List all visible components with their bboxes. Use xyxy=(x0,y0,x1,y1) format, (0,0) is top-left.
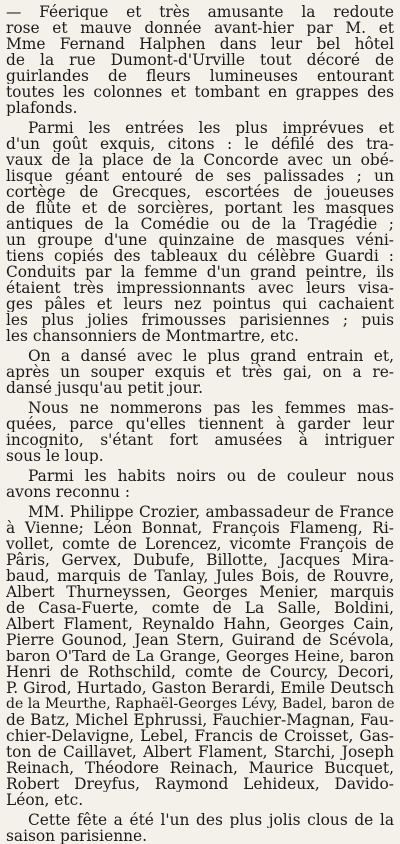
text-line: lisque géant entouré de ses palissades ; un xyxy=(6,168,394,184)
text-line: plafonds. xyxy=(6,100,78,116)
text-line: toutes les colonnes et tombant en grappes des xyxy=(6,84,394,100)
paragraph-conclusion xyxy=(6,812,394,844)
text-line: incognito, s'étant fort amusées à intriguer xyxy=(6,432,394,448)
text-line: avons reconnu : xyxy=(6,484,131,500)
paragraph-names xyxy=(6,504,394,808)
text-line: après un souper exquis et très gai, on a re- xyxy=(6,364,394,380)
text-line: tiens copiés des tableaux du célèbre Guardi : xyxy=(6,248,394,264)
text-line: baud, marquis de Tanlay, Jules Bois, de Rouvre, xyxy=(6,568,394,584)
text-line: saison parisienne. xyxy=(6,828,148,844)
text-line: ton de Caillavet, Albert Flament, Starchi, Joseph xyxy=(6,744,394,760)
text-line: Nous ne nommerons pas les femmes mas- xyxy=(28,400,394,416)
text-line: — Féerique et très amusante la redoute xyxy=(6,4,394,20)
text-line: vollet, comte de Lorencez, vicomte François de xyxy=(6,536,394,552)
paragraph-entrees xyxy=(6,120,394,344)
text-line: les plus jolies frimousses parisiennes ; puis xyxy=(6,312,394,328)
text-line: Robert Dreyfus, Raymond Lehideux, Davido- xyxy=(6,776,394,792)
paragraph-habits xyxy=(6,468,394,500)
text-line: Parmi les entrées les plus imprévues et xyxy=(28,120,394,136)
text-line: P. Girod, Hurtado, Gaston Berardi, Emile Deutsch xyxy=(6,680,394,696)
text-line: Mme Fernand Halphen dans leur bel hôtel xyxy=(6,36,394,52)
text-line: de Batz, Michel Ephrussi, Fauchier-Magnan, Fau- xyxy=(6,712,394,728)
text-line: Albert Flament, Reynaldo Hahn, Georges Cain, xyxy=(6,616,394,632)
text-line: de Casa-Fuerte, comte de La Salle, Boldini, xyxy=(6,600,394,616)
text-line: dansé jusqu'au petit jour. xyxy=(6,380,204,396)
text-line: de la rue Dumont-d'Urville tout décoré de xyxy=(6,52,394,68)
text-line: MM. Philippe Crozier, ambassadeur de France xyxy=(28,504,394,520)
paragraph-masquees xyxy=(6,400,394,464)
text-line: guirlandes de fleurs lumineuses entourant xyxy=(6,68,394,84)
text-line: Cette fête a été l'un des plus jolis clous de la xyxy=(28,812,394,828)
text-line: un groupe d'une quinzaine de masques véni- xyxy=(6,232,394,248)
text-line: quées, parce qu'elles tiennent à garder leur xyxy=(6,416,394,432)
text-line: à Vienne; Léon Bonnat, François Flameng, Ri- xyxy=(6,520,394,536)
text-line: les chansonniers de Montmartre, etc. xyxy=(6,328,299,344)
text-line: sous le loup. xyxy=(6,448,104,464)
text-line: Conduits par la femme d'un grand peintre, ils xyxy=(6,264,394,280)
text-line: On a dansé avec le plus grand entrain et, xyxy=(28,348,394,364)
text-line: antiques de la Comédie ou de la Tragédie ; xyxy=(6,216,394,232)
text-line: Albert Thurneyssen, Georges Menier, marquis xyxy=(6,584,394,600)
text-line: vaux de la place de la Concorde avec un obé- xyxy=(6,152,394,168)
text-line: Pierre Gounod, Jean Stern, Guirand de Scévola, xyxy=(6,632,394,648)
text-line: de la Meurthe, Raphaël-Georges Lévy, Badel, baron de xyxy=(6,696,394,712)
text-line: de flûte et de sorcières, portant les masques xyxy=(6,200,394,216)
paragraph-danse xyxy=(6,348,394,396)
text-line: cortège de Grecques, escortées de joueuses xyxy=(6,184,394,200)
text-line: rose et mauve donnée avant-hier par M. et xyxy=(6,20,394,36)
text-line: Reinach, Théodore Reinach, Maurice Bucquet, xyxy=(6,760,394,776)
text-line: Léon, etc. xyxy=(6,792,84,808)
text-line: étaient très impressionnants avec leurs visa- xyxy=(6,280,394,296)
text-line: Henri de Rothschild, comte de Courcy, Decori, xyxy=(6,664,394,680)
text-line: Pâris, Gervex, Dubufe, Billotte, Jacques Mira- xyxy=(6,552,394,568)
text-line: ges pâles et leurs nez pointus qui cachaient xyxy=(6,296,394,312)
paragraph-redoute xyxy=(6,4,394,116)
text-line: d'un goût exquis, citons : le défilé des tra- xyxy=(6,136,394,152)
text-line: Parmi les habits noirs ou de couleur nous xyxy=(28,468,394,484)
text-line: baron O'Tard de La Grange, Georges Heine, baron xyxy=(6,648,394,664)
text-line: chier-Delavigne, Lebel, Francis de Croisset, Gas- xyxy=(6,728,394,744)
